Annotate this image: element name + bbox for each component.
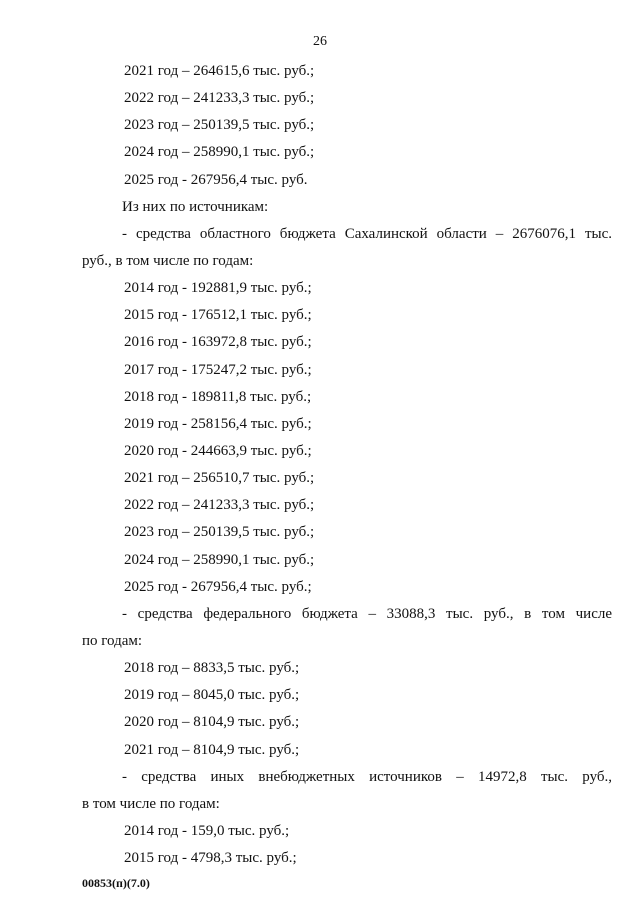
year-line: 2015 год - 4798,3 тыс. руб.; xyxy=(124,850,297,867)
year-line: 2014 год - 159,0 тыс. руб.; xyxy=(124,822,290,839)
year-line: 2022 год – 241233,3 тыс. руб.; xyxy=(124,90,315,107)
year-line: 2019 год – 8045,0 тыс. руб.; xyxy=(124,687,300,704)
document-code: 00853(п)(7.0) xyxy=(82,876,150,890)
year-line: 2018 год – 8833,5 тыс. руб.; xyxy=(124,660,300,677)
sources-heading: Из них по источникам: xyxy=(122,198,269,215)
year-line: 2024 год – 258990,1 тыс. руб.; xyxy=(124,551,315,568)
year-line: 2023 год – 250139,5 тыс. руб.; xyxy=(124,117,315,134)
year-line: 2020 год – 8104,9 тыс. руб.; xyxy=(124,714,300,731)
federal-budget-line1: - средства федерального бюджета – 33088,3 тыс. руб., в том числе xyxy=(122,605,612,622)
year-line: 2023 год – 250139,5 тыс. руб.; xyxy=(124,524,315,541)
extrabudgetary-line2: в том числе по годам: xyxy=(82,795,220,812)
extrabudgetary-line1: - средства иных внебюджетных источников – 14972,8 тыс. руб., xyxy=(122,768,612,785)
year-line: 2024 год – 258990,1 тыс. руб.; xyxy=(124,144,315,161)
regional-budget-line2: руб., в том числе по годам: xyxy=(82,252,254,269)
page-number: 26 xyxy=(313,34,327,49)
year-line: 2025 год - 267956,4 тыс. руб.; xyxy=(124,578,312,595)
document-body xyxy=(82,58,612,872)
year-line: 2018 год - 189811,8 тыс. руб.; xyxy=(124,388,312,405)
year-line: 2021 год – 8104,9 тыс. руб.; xyxy=(124,741,300,758)
year-line: 2025 год - 267956,4 тыс. руб. xyxy=(124,171,308,188)
year-line: 2014 год - 192881,9 тыс. руб.; xyxy=(124,280,312,297)
year-line: 2015 год - 176512,1 тыс. руб.; xyxy=(124,307,312,324)
year-line: 2016 год - 163972,8 тыс. руб.; xyxy=(124,334,312,351)
year-line: 2021 год – 264615,6 тыс. руб.; xyxy=(124,63,315,79)
federal-budget-line2: по годам: xyxy=(82,632,143,649)
year-line: 2019 год - 258156,4 тыс. руб.; xyxy=(124,415,312,432)
year-line: 2021 год – 256510,7 тыс. руб.; xyxy=(124,470,315,487)
year-line: 2020 год - 244663,9 тыс. руб.; xyxy=(124,442,312,459)
regional-budget-line1: - средства областного бюджета Сахалинской области – 2676076,1 тыс. xyxy=(122,225,612,242)
year-line: 2017 год - 175247,2 тыс. руб.; xyxy=(124,361,312,378)
year-line: 2022 год – 241233,3 тыс. руб.; xyxy=(124,497,315,514)
